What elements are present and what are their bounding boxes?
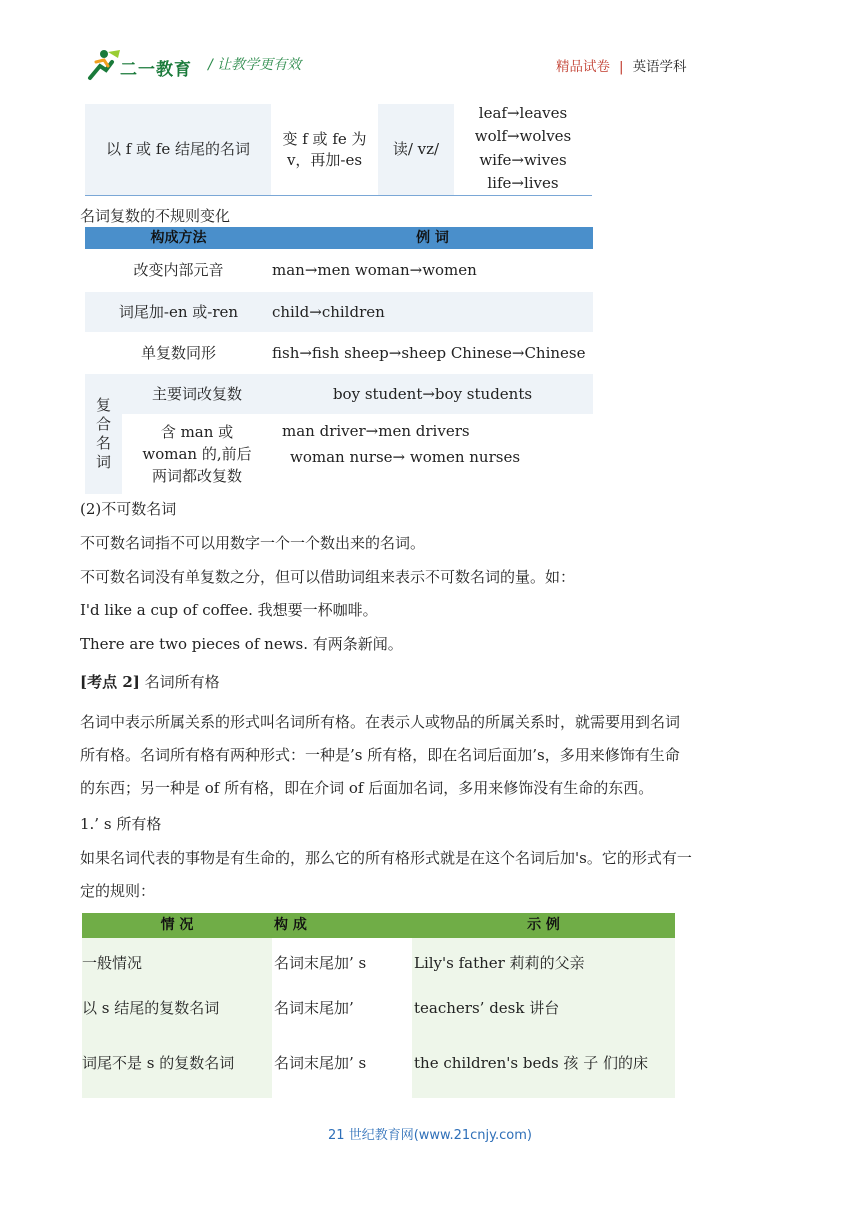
paragraph-line: 定的规则：: [80, 882, 156, 900]
logo: [82, 48, 192, 82]
section-title: 名词复数的不规则变化: [80, 207, 231, 225]
runner-logo-icon: [82, 48, 122, 82]
paragraph: I'd like a cup of coffee. 我想要一杯咖啡。: [80, 601, 378, 619]
rule-line: v，再加-es: [286, 150, 363, 169]
table-cell: 词尾不是 s 的复数名词: [82, 1028, 272, 1098]
example-word: wolf→wolves: [474, 127, 572, 145]
table-cell: 名词末尾加’ s: [274, 1053, 367, 1072]
table-cell: [122, 414, 272, 494]
table-cell: Lily's father 莉莉的父亲: [412, 938, 675, 988]
logo-text: 二一教育: [120, 60, 192, 80]
table-cell: 单复数同形: [140, 343, 216, 362]
paragraph: [80, 842, 785, 908]
label-char: 名: [95, 434, 111, 452]
table-header: 例 词: [272, 227, 593, 249]
paragraph: (2)不可数名词: [80, 500, 177, 518]
slogan: / 让教学更有效: [208, 57, 302, 73]
table-cell: teachers’ desk 讲台: [412, 988, 675, 1028]
paragraph: 不可数名词没有单复数之分，但可以借助词组来表示不可数名词的量。如：: [80, 568, 576, 586]
paragraph-line: 所有格。名词所有格有两种形式：一种是’s 所有格，即在名词后面加’s，多用来修饰有生命: [80, 746, 680, 764]
table-cell: 以 f 或 fe 结尾的名词: [85, 104, 271, 195]
label-char: 合: [95, 415, 111, 433]
point-label: [考点 2]: [80, 673, 140, 691]
paragraph: 不可数名词指不可以用数字一个一个数出来的名词。: [80, 534, 426, 552]
table-cell: fish→fish sheep→sheep Chinese→Chinese: [272, 343, 586, 362]
label-char: 复: [95, 396, 111, 414]
method-line: woman 的,前后: [142, 445, 252, 463]
table-cell: 名词末尾加’: [274, 998, 354, 1017]
table-cell: 读/ vz/: [378, 104, 454, 195]
paragraph: 1.’ s 所有格: [80, 815, 162, 833]
table-cell: [271, 104, 378, 195]
header-separator: |: [619, 59, 624, 75]
table-cell: [282, 418, 520, 470]
table-cell: 一般情况: [82, 938, 272, 988]
example-word: leaf→leaves: [478, 103, 568, 122]
example-line: woman nurse→ women nurses: [290, 448, 521, 466]
example-line: man driver→men drivers: [282, 422, 470, 440]
point-title: 名词所有格: [139, 673, 220, 691]
footer-link[interactable]: 21 世纪教育网(www.21cnjy.com): [328, 1128, 532, 1143]
table-cell: 以 s 结尾的复数名词: [82, 988, 272, 1028]
paragraph-line: 名词中表示所属关系的形式叫名词所有格。在表示人或物品的所属关系时，就需要用到名词: [80, 713, 681, 731]
table-header: 情 况: [82, 913, 272, 938]
header-category: 精品试卷: [556, 59, 610, 75]
table-cell: the children's beds 孩 子 们的床: [412, 1028, 675, 1098]
table-header: 构 成: [272, 913, 412, 938]
paragraph-line: 的东西；另一种是 of 所有格，即在介词 of 后面加名词，多用来修饰没有生命的东西。: [80, 779, 654, 797]
table-cell: man→men woman→women: [272, 261, 477, 280]
table-cell: boy student→boy students: [272, 374, 593, 414]
table-header: 示 例: [412, 913, 675, 938]
paragraph: [80, 706, 785, 805]
table-cell: 名词末尾加’ s: [274, 953, 367, 972]
table-header: 构成方法: [85, 227, 272, 249]
compound-label: [85, 374, 122, 494]
table-cell: 词尾加-en 或-ren: [85, 292, 272, 332]
method-line: 含 man 或: [160, 423, 234, 441]
paragraph-line: 如果名词代表的事物是有生命的，那么它的所有格形式就是在这个名词后加's。它的形式有一: [80, 849, 692, 867]
point-heading: [80, 666, 785, 699]
table-cell: 改变内部元音: [133, 261, 224, 280]
table-divider: [85, 195, 592, 196]
example-word: wife→wives: [479, 150, 567, 169]
header-subject: 英语学科: [632, 59, 687, 75]
table-cell: 主要词改复数: [122, 374, 272, 414]
example-word: life→lives: [487, 174, 559, 192]
label-char: 词: [95, 453, 111, 471]
method-line: 两词都改复数: [151, 467, 242, 485]
paragraph: There are two pieces of news. 有两条新闻。: [80, 635, 403, 653]
rule-line: 变 f 或 fe 为: [282, 130, 367, 149]
table-cell: child→children: [272, 292, 593, 332]
table-cell: [454, 102, 592, 195]
header-right: [556, 55, 687, 75]
